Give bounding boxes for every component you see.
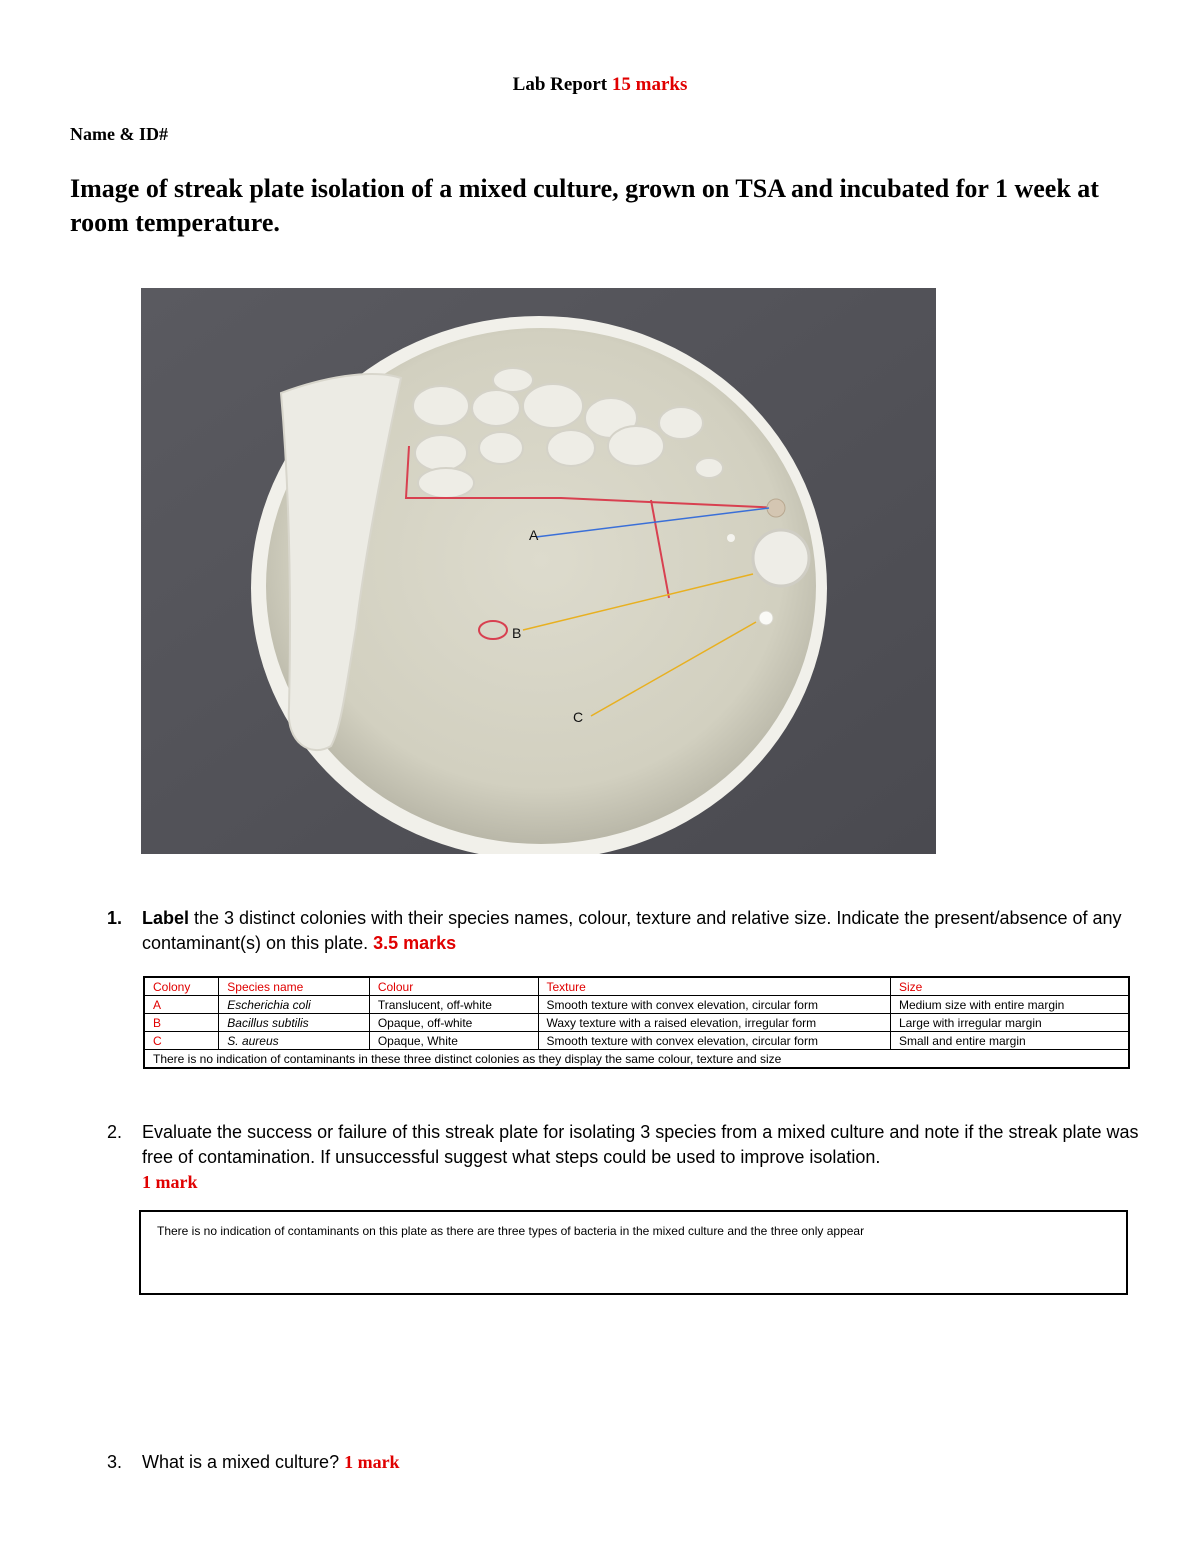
question-2-answer: There is no indication of contaminants on this plate as there are three types of bacteria in the mixed culture and the three only appear <box>157 1224 865 1238</box>
name-id-label: Name & ID# <box>70 124 168 144</box>
question-1-bold-word: Label <box>142 908 190 928</box>
label-b: B <box>512 625 522 641</box>
page-title <box>0 74 1200 96</box>
cell-texture: Smooth texture with convex elevation, circular form <box>538 996 890 1014</box>
header-texture: Texture <box>538 977 890 996</box>
header-species: Species name <box>219 977 370 996</box>
cell-species: Escherichia coli <box>219 996 370 1014</box>
question-2-number: 2. <box>107 1122 123 1142</box>
cell-species: S. aureus <box>219 1032 370 1050</box>
cell-size: Medium size with entire margin <box>890 996 1129 1014</box>
streak-plate-photo <box>141 288 936 854</box>
cell-colour: Opaque, off-white <box>369 1014 538 1032</box>
title-marks: 15 marks <box>611 74 688 95</box>
cell-species: Bacillus subtilis <box>219 1014 370 1032</box>
question-1-text: the 3 distinct colonies with their species names, colour, texture and relative size. Indicate the present/absence of any contaminant(s) on this plate. <box>142 908 1122 953</box>
cell-colour: Opaque, White <box>369 1032 538 1050</box>
image-heading: Image of streak plate isolation of a mixed culture, grown on TSA and incubated for 1 week at room temperature. <box>70 174 1099 237</box>
question-3-number: 3. <box>107 1452 123 1472</box>
colony-c <box>759 611 773 625</box>
header-colour: Colour <box>369 977 538 996</box>
cell-texture: Waxy texture with a raised elevation, irregular form <box>538 1014 890 1032</box>
header-size: Size <box>890 977 1129 996</box>
table-note-row <box>144 1050 1129 1069</box>
question-2-marks: 1 mark <box>142 1172 198 1192</box>
label-a: A <box>529 527 539 543</box>
header-colony: Colony <box>144 977 219 996</box>
cell-note: There is no indication of contaminants in these three distinct colonies as they display the same colour, texture and size <box>144 1050 1129 1069</box>
question-3-text: What is a mixed culture? <box>142 1452 345 1472</box>
title-text: Lab Report <box>512 74 608 95</box>
question-2-text: Evaluate the success or failure of this streak plate for isolating 3 species from a mixed culture and note if the streak plate was free of contamination. If unsuccessful suggest what steps could be used to improve isolation. <box>142 1122 1139 1167</box>
table-row <box>144 1014 1129 1032</box>
question-1-marks: 3.5 marks <box>373 933 457 953</box>
cell-size: Large with irregular margin <box>890 1014 1129 1032</box>
cell-size: Small and entire margin <box>890 1032 1129 1050</box>
colony-table <box>143 976 1130 1069</box>
colony-b <box>753 530 809 586</box>
cell-texture: Smooth texture with convex elevation, circular form <box>538 1032 890 1050</box>
colony-a <box>767 499 785 517</box>
cell-colony: B <box>144 1014 219 1032</box>
cell-colony: A <box>144 996 219 1014</box>
cell-colony: C <box>144 1032 219 1050</box>
table-header-row <box>144 977 1129 996</box>
question-2-answer-box[interactable] <box>139 1210 1128 1295</box>
question-3-marks: 1 mark <box>344 1452 400 1472</box>
cell-colour: Translucent, off-white <box>369 996 538 1014</box>
question-1-number: 1. <box>107 908 123 928</box>
table-row <box>144 1032 1129 1050</box>
table-row <box>144 996 1129 1014</box>
colony-small <box>727 534 735 542</box>
label-c: C <box>573 709 584 725</box>
